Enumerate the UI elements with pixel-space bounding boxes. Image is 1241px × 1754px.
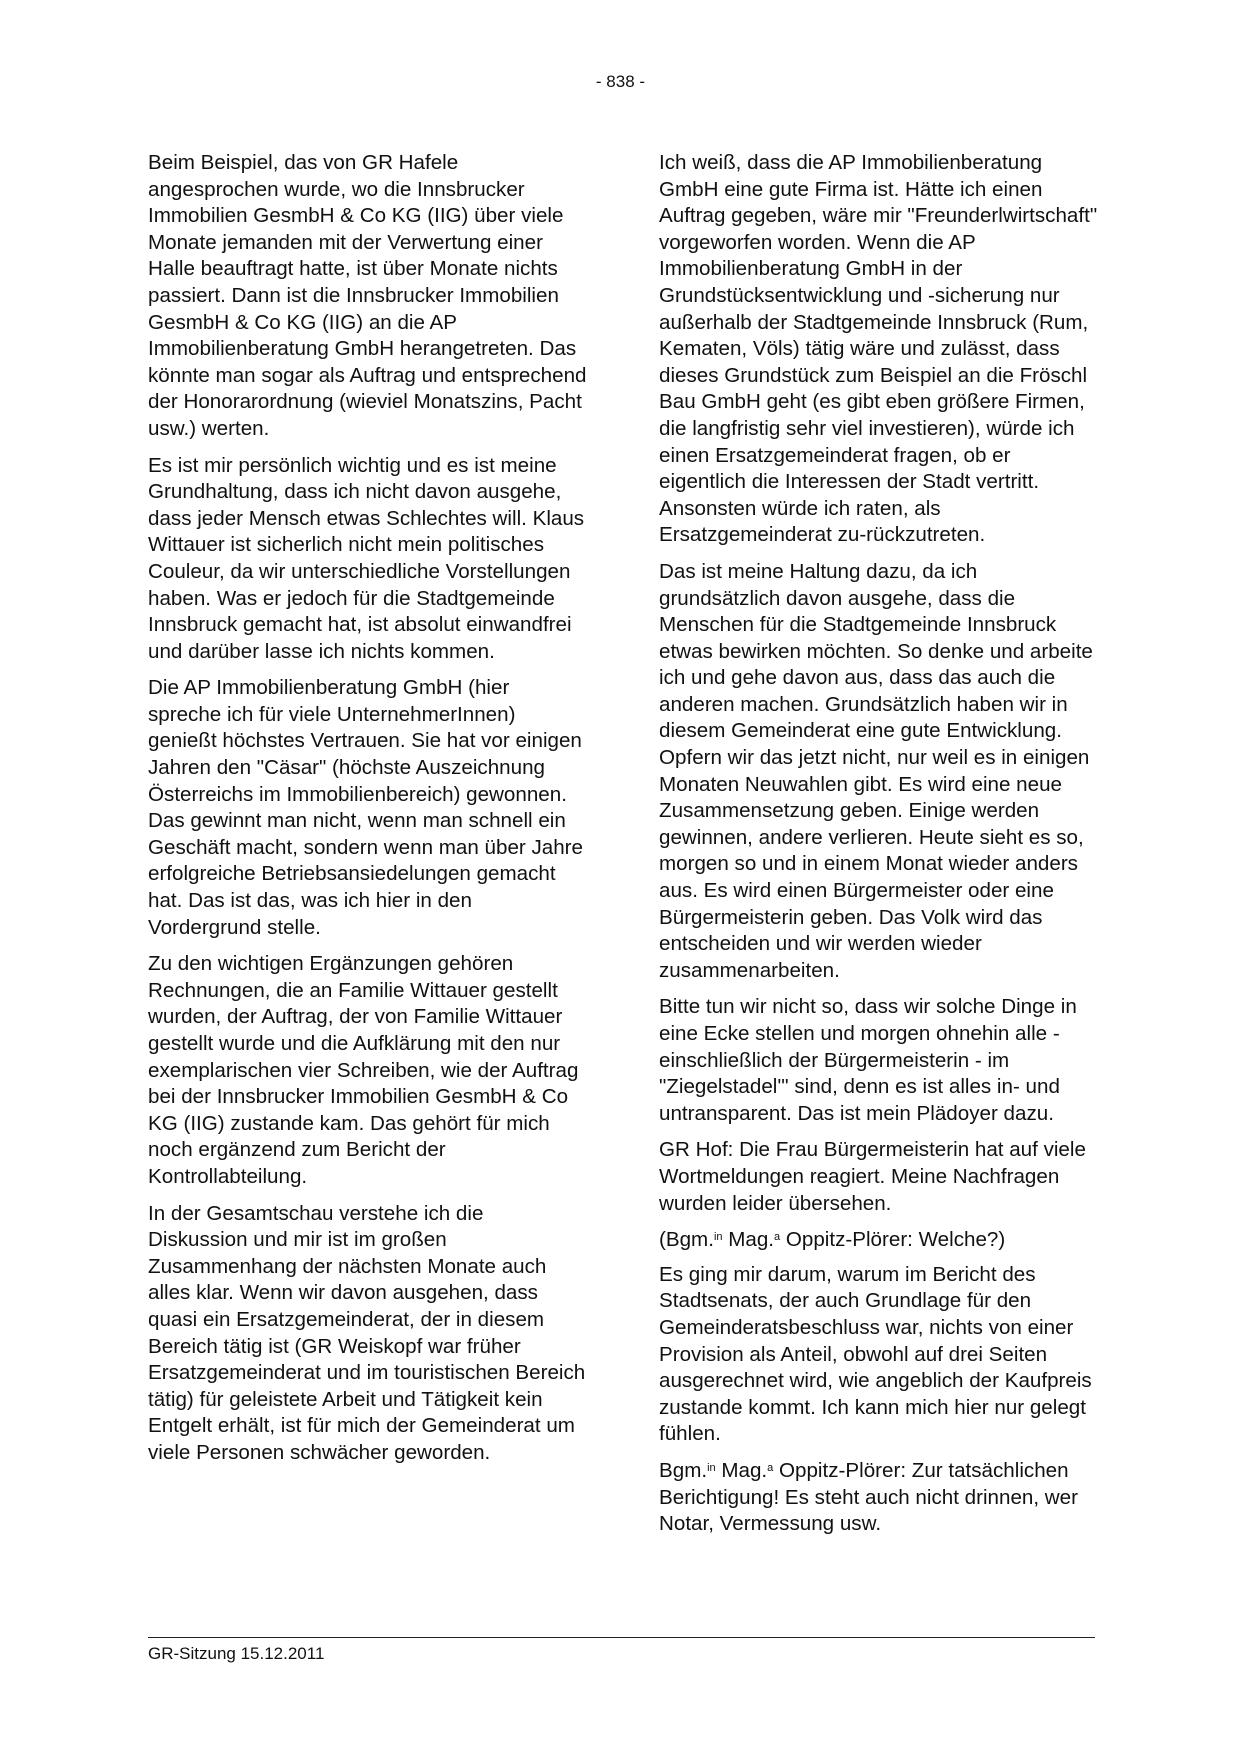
paragraph: Es ging mir darum, warum im Bericht des Stadtsenats, der auch Grundlage für den Gemeinderatsbeschluss war, nichts von einer Provision als Anteil, obwohl auf drei Seiten ausgerechnet wird, wie angeblich der Kaufpreis zustande kommt. Ich kann mich hier nur gelegt fühlen. (659, 1262, 1092, 1446)
paragraph: Das ist meine Haltung dazu, da ich grundsätzlich davon ausgehe, dass die Menschen für die Stadtgemeinde Innsbruck etwas bewirken möchten. So denke und arbeite ich und gehe davon aus, dass das auch die anderen machen. Grundsätzlich haben wir in diesem Gemeinderat eine gute Entwicklung. Opfern wir das jetzt nicht, nur weil es in einigen Monaten Neuwahlen gibt. Es wird eine neue Zusammensetzung geben. Einige werden gewinnen, andere verlieren. Heute sieht es so, morgen so und in einem Monat wieder anders aus. Es wird einen Bürgermeister oder eine Bürgermeisterin geben. Das Volk wird das entscheiden und wir werden wieder zusammenarbeiten. (659, 559, 1093, 982)
right-column (659, 150, 1099, 1548)
footer-divider (148, 1637, 1095, 1638)
paragraph: Bitte tun wir nicht so, dass wir solche Dinge in eine Ecke stellen und morgen ohnehin alle - einschließlich der Bürgermeisterin - im "Ziegelstadel'" sind, denn es ist alles in- und untransparent. Das ist mein Plädoyer dazu. (659, 995, 1077, 1125)
paragraph: Zu den wichtigen Ergänzungen gehören Rechnungen, die an Familie Wittauer gestellt wurden, der Auftrag, der von Familie Wittauer gestellt wurde und die Aufklärung mit den nur exemplarischen vier Schreiben, wie der Auftrag bei der Innsbrucker Immobilien GesmbH & Co KG (IIG) zustande kam. Das gehört für mich noch ergänzend zum Bericht der Kontrollabteilung. (148, 952, 579, 1188)
paragraph: In der Gesamtschau verstehe ich die Diskussion und mir ist im großen Zusammenhang der nächsten Monate auch alles klar. Wenn wir davon ausgehen, dass quasi ein Ersatzgemeinderat, der in diesem Bereich tätig ist (GR Weiskopf war früher Ersatzgemeinderat und im touristischen Bereich tätig) für geleistete Arbeit und Tätigkeit kein Entgelt erhält, ist für mich der Gemeinderat um viele Personen schwächer geworden. (148, 1201, 586, 1464)
paragraph: GR Hof: Die Frau Bürgermeisterin hat auf viele Wortmeldungen reagiert. Meine Nachfragen wurden leider übersehen. (659, 1138, 1086, 1215)
paragraph: Die AP Immobilienberatung GmbH (hier spreche ich für viele UnternehmerInnen) genießt höchstes Vertrauen. Sie hat vor einigen Jahren den "Cäsar" (höchste Auszeichnung Österreichs im Immobilienbereich) gewonnen. Das gewinnt man nicht, wenn man schnell ein Geschäft macht, sondern wenn man über Jahre erfolgreiche Betriebsansiedelungen gemacht hat. Das ist das, was ich hier in den Vordergrund stelle. (148, 676, 583, 939)
footer-text: GR-Sitzung 15.12.2011 (148, 1644, 325, 1663)
paragraph: Ich weiß, dass die AP Immobilienberatung GmbH eine gute Firma ist. Hätte ich einen Auftrag gegeben, wäre mir "Freunderlwirtschaft" vorgeworfen worden. Wenn die AP Immobilienberatung GmbH in der Grundstücksentwicklung und -sicherung nur außerhalb der Stadtgemeinde Innsbruck (Rum, Kematen, Völs) tätig wäre und zulässt, dass dieses Grundstück zum Beispiel an die Fröschl Bau GmbH geht (es gibt eben größere Firmen, die langfristig sehr viel investieren), würde ich einen Ersatzgemeinderat fragen, ob er eigentlich die Interessen der Stadt vertritt. Ansonsten würde ich raten, als Ersatzgemeinderat zu-rückzutreten. (659, 151, 1098, 547)
page-number: - 838 - (595, 72, 646, 91)
interjection: (Bgm.$^{in}$ Mag.$^a$ Oppitz-Plörer: Welche?) (659, 1228, 1006, 1252)
paragraph: Beim Beispiel, das von GR Hafele angesprochen wurde, wo die Innsbrucker Immobilien GesmbH & Co KG (IIG) über viele Monate jemanden mit der Verwertung einer Halle beauftragt hatte, ist über Monate nichts passiert. Dann ist die Innsbrucker Immobilien GesmbH & Co KG (IIG) an die AP Immobilienberatung GmbH herangetreten. Das könnte man sogar als Auftrag und entsprechend der Honorarordnung (wieviel Monatszins, Pacht usw.) werten. (148, 151, 587, 440)
paragraph: Es ist mir persönlich wichtig und es ist meine Grundhaltung, dass ich nicht davon ausgehe, dass jeder Mensch etwas Schlechtes will. Klaus Wittauer ist sicherlich nicht mein politisches Couleur, da wir unterschiedliche Vorstellungen haben. Was er jedoch für die Stadtgemeinde Innsbruck gemacht hat, ist absolut einwandfrei und darüber lasse ich nichts kommen. (148, 453, 585, 663)
final-statement: Bgm.$^{in}$ Mag.$^a$ Oppitz-Plörer: Zur tatsächlichen Berichtigung! Es steht auch nicht drinnen, wer Notar, Vermessung usw. (659, 1458, 1078, 1536)
left-column (148, 150, 588, 1477)
